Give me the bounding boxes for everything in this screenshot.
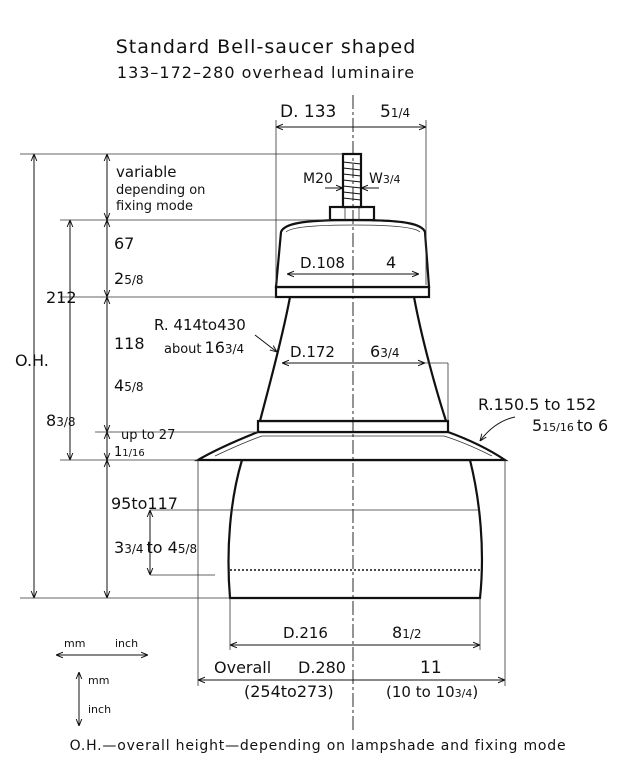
legend-mm-vertical: mm	[88, 674, 110, 687]
variable-note-1: variable	[116, 163, 177, 181]
top-diameter-inch: 51/4	[380, 102, 411, 122]
saucer-radius-mm: R.150.5 to 152	[478, 395, 597, 414]
cap-diameter-mm: D.108	[300, 254, 345, 272]
lampshade	[229, 460, 482, 598]
neck-height-inch: 45/8	[114, 376, 144, 395]
thread-size-inch: W3/4	[369, 171, 401, 187]
radius-414-inch: about 163/4	[164, 338, 245, 357]
overall-range-mm: (254to273)	[244, 682, 334, 701]
variable-note-3: fixing mode	[116, 199, 193, 214]
neck-diameter-mm: D.172	[290, 343, 335, 361]
luminaire-body	[198, 154, 505, 598]
overall-diameter-mm: D.280	[298, 658, 346, 677]
shade-diameter-inch: 81/2	[392, 623, 422, 642]
overall-label: Overall	[214, 658, 272, 677]
overall-height-label: O.H.	[15, 351, 49, 370]
legend-mm-horizontal: mm	[64, 637, 86, 650]
ring-height-mm: up to 27	[121, 428, 176, 443]
cap-base	[276, 287, 429, 297]
legend-inch-horizontal: inch	[115, 637, 139, 650]
legend-inch-vertical: inch	[88, 703, 112, 716]
shade-height-mm: 95to117	[111, 494, 178, 513]
cap-height-inch: 25/8	[114, 269, 144, 288]
dimension-212-inch: 83/8	[46, 411, 76, 430]
thread-size-mm: M20	[303, 171, 333, 187]
cap-diameter-inch: 4	[386, 253, 397, 272]
shade-height-inch: 33/4 to 45/8	[114, 538, 198, 557]
saucer-radius-inch: 515/16 to 6	[532, 416, 609, 435]
ring-height-inch: 11/16	[114, 445, 145, 460]
overall-range-inch: (10 to 103/4)	[386, 683, 479, 701]
neck-diameter-inch: 63/4	[370, 342, 400, 361]
shade-diameter-mm: D.216	[283, 624, 328, 642]
dimension-212: 212	[46, 288, 77, 307]
neck-height-mm: 118	[114, 334, 145, 353]
title-line-2: 133–172–280 overhead luminaire	[116, 63, 416, 82]
cap-height-mm: 67	[114, 234, 135, 253]
overall-diameter-inch: 11	[420, 658, 442, 678]
top-diameter-mm: D. 133	[280, 102, 337, 122]
nut	[330, 207, 374, 220]
cap	[276, 220, 429, 287]
radius-414-label: R. 414to430	[154, 316, 246, 334]
units-legend	[56, 637, 148, 726]
title-line-1: Standard Bell-saucer shaped	[115, 36, 417, 58]
footer-note: O.H.—overall height—depending on lampshade and fixing mode	[69, 738, 567, 754]
variable-note-2: depending on	[116, 183, 206, 198]
